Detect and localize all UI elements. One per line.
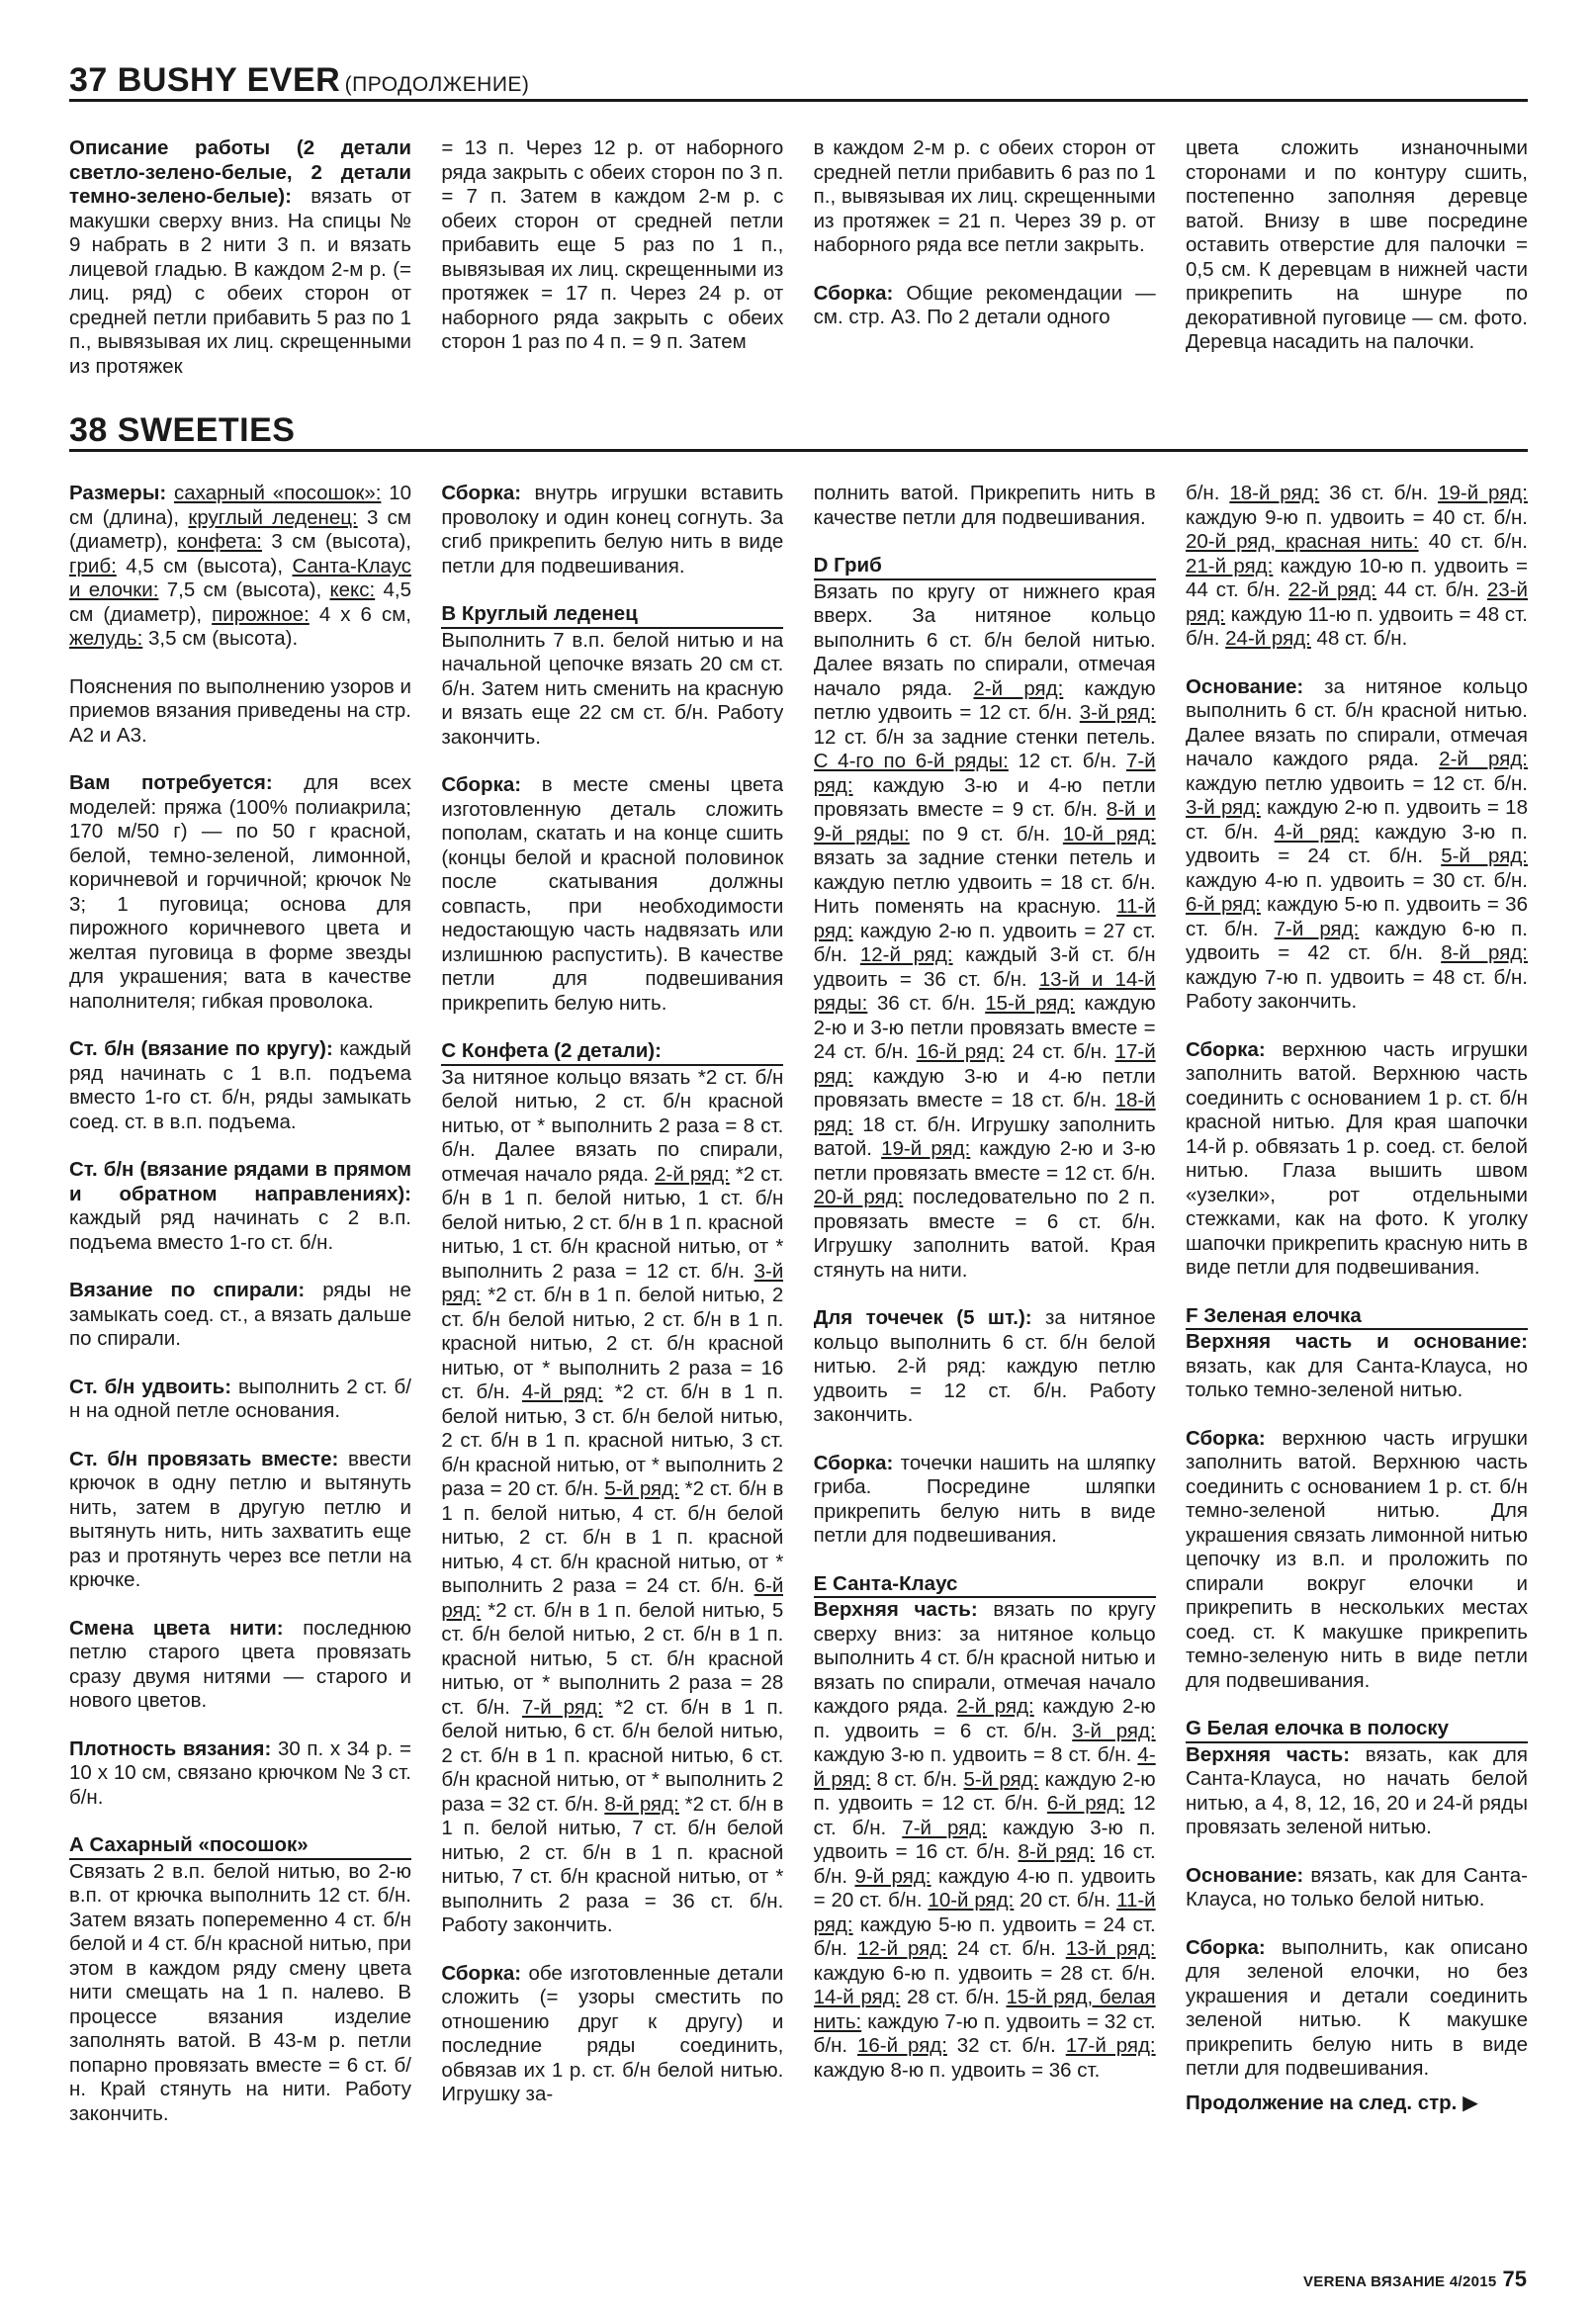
page-number: 75: [1502, 2267, 1527, 2291]
section-37-col-1: [69, 136, 411, 399]
section-38-columns: [69, 482, 1528, 2202]
section-37-col-3: [814, 136, 1156, 399]
subhead-e: E Санта-Клаус: [814, 1572, 1156, 1599]
patterns-note: Пояснения по выполнению узоров и приемов вязания приведены на стр. А2 и А3.: [69, 674, 411, 747]
paragraph: в каждом 2-м р. с обеих сторон от средней петли прибавить 6 раз по 1 п., вывязывая их лиц. скрещенными из протяжек = 21 п. Через 39 р. от наборного ряда все петли закрыть.: [813, 136, 1156, 256]
assembly-paragraph: Сборка: обе изготовленные детали сложить (= узоры сместить по отношению друг к другу) и последние ряды соединить, обвязав их 1 р. ст. б/н белой нитью. Игрушку за-: [441, 1961, 784, 2105]
paragraph: = 13 п. Через 12 р. от наборного ряда закрыть с обеих сторон по 3 п. = 7 п. Затем в каждом 2-м р. с обеих сторон от средней петли прибавить еще 5 раз по 1 п., вывязывая их лиц. скрещенными из протяжек = 17 п. Через 24 р. от наборного ряда закрыть с обеих сторон 1 раз по 4 п. = 9 п. Затем: [441, 136, 784, 353]
page-footer: [1303, 2267, 1527, 2292]
materials-paragraph: Вам потребуется: для всех моделей: пряжа (100% полиакрила; 170 м/50 г) — по 50 г красной, белой, темно-зеленой, лимонной, коричневой и горчичной; крючок № 3; 1 пуговица; основа для пирожного коричневого цвета и желтая пуговица в форме звезды для украшения; вата в качестве наполнителя; гибкая проволока.: [69, 771, 411, 1013]
paragraph: б/н. 18-й ряд: 36 ст. б/н. 19-й ряд: каждую 9-ю п. удвоить = 40 ст. б/н. 20-й ряд, красная нить: 40 ст. б/н. 21-й ряд: каждую 10-ю п. удвоить = 44 ст. б/н. 22-й ряд: 44 ст. б/н. 23-й ряд: каждую 11-ю п. удвоить = 48 ст. б/н. 24-й ряд: 48 ст. б/н.: [1185, 482, 1528, 650]
continued-next-page: Продолжение на след. стр. ▶: [1185, 2091, 1478, 2114]
section-38-col-1: [69, 482, 411, 2202]
section-38-col-3: [814, 482, 1156, 2202]
assembly-paragraph: Сборка: верхнюю часть игрушки заполнить ватой. Верхнюю часть соединить с основанием 1 р. ст. б/н темно-зеленой нитью. Для украшения связать лимонной нитью цепочку из в.п. и проложить по спирали вокруг елочки и прикрепить в нескольких местах соед. ст. К макушке прикрепить темно-зеленую нить в виде петли для подвешивания.: [1185, 1426, 1528, 1692]
section-38-title: 38 SWEETIES: [69, 411, 296, 449]
paragraph: Верхняя часть и основание: вязать, как для Санта-Клауса, но только темно-зеленой нитью.: [1185, 1330, 1528, 1401]
technique-paragraph: Смена цвета нити: последнюю петлю старого цвета провязать сразу двумя нитями — старого и нового цветов.: [69, 1616, 411, 1712]
base-paragraph: Основание: за нитяное кольцо выполнить 6 ст. б/н красной нитью. Далее вязать по спирали, отмечая начало каждого ряда. 2-й ряд: каждую петлю удвоить = 12 ст. б/н. 3-й ряд: каждую 2-ю п. удвоить = 18 ст. б/н. 4-й ряд: каждую 3-ю п. удвоить = 24 ст. б/н. 5-й ряд: каждую 4-ю п. удвоить = 30 ст. б/н. 6-й ряд: каждую 5-ю п. удвоить = 36 ст. б/н. 7-й ряд: каждую 6-ю п. удвоить = 42 ст. б/н. 8-й ряд: каждую 7-ю п. удвоить = 48 ст. б/н. Работу закончить.: [1185, 674, 1528, 1013]
section-37-header: [69, 61, 1528, 102]
technique-paragraph: Ст. б/н провязать вместе: ввести крючок в одну петлю и вытянуть нить, затем в другую петлю и вытянуть нить, нить захватить еще раз и протянуть через все петли на крючке.: [69, 1447, 411, 1591]
dots-paragraph: Для точечек (5 шт.): за нитяное кольцо выполнить 6 ст. б/н белой нитью. 2-й ряд: каждую петлю удвоить = 12 ст. б/н. Работу закончить.: [813, 1306, 1156, 1426]
technique-paragraph: Вязание по спирали: ряды не замыкать соед. ст., а вязать дальше по спирали.: [69, 1279, 411, 1350]
assembly-paragraph: Сборка: точечки нашить на шляпку гриба. Посредине шляпки прикрепить белую нить в виде петли для подвешивания.: [813, 1451, 1156, 1547]
paragraph: полнить ватой. Прикрепить нить в качестве петли для подвешивания.: [813, 482, 1156, 529]
paragraph: Верхняя часть: вязать, как для Санта-Клауса, но начать белой нитью, а 4, 8, 12, 16, 20 и 24-й ряды провязать зеленой нитью.: [1185, 1742, 1528, 1838]
subhead-b: В Круглый леденец: [441, 602, 783, 629]
subhead-g: G Белая елочка в полоску: [1186, 1717, 1528, 1743]
subhead-f: F Зеленая елочка: [1186, 1304, 1528, 1331]
paragraph: Выполнить 7 в.п. белой нитью и на начальной цепочке вязать 20 см ст. б/н. Затем нить сменить на красную и вязать еще 22 см ст. б/н. Работу закончить.: [441, 628, 784, 749]
technique-paragraph: Ст. б/н (вязание по кругу): каждый ряд начинать с 1 в.п. подъема вместо 1-го ст. б/н, ряды замыкать соед. ст. в в.п. подъема.: [69, 1037, 411, 1133]
paragraph: Связать 2 в.п. белой нитью, во 2-ю в.п. от крючка выполнить 12 ст. б/н. Затем вязать попеременно 4 ст. б/н белой и 4 ст. б/н красной нитью, при этом в каждом ряду смену цвета нити смещать на 1 п. налево. В процессе вязания изделие заполнять ватой. В 43-м р. петли попарно провязать вместе = 6 ст. б/н. Край стянуть на нити. Работу закончить.: [69, 1859, 411, 2125]
subhead-a: А Сахарный «посошок»: [69, 1833, 411, 1860]
assembly-paragraph: Сборка: выполнить, как описано для зеленой елочки, но без украшения и детали соединить зеленой нитью. К макушке прикрепить белую нить в виде петли для подвешивания.: [1185, 1935, 1528, 2080]
magazine-issue: VERENA ВЯЗАНИЕ 4/2015: [1302, 2273, 1497, 2290]
section-37-columns: [69, 136, 1528, 399]
section-37-continuation: (ПРОДОЛЖЕНИЕ): [344, 73, 530, 96]
subhead-d: D Гриб: [814, 554, 1156, 580]
assembly-paragraph: Сборка: в месте смены цвета изготовленную деталь сложить пополам, скатать и на конце сшить (концы белой и красной половинок после скатывания должны совпасть, при необходимости недостающую часть надвязать или излишнюю распустить). В качестве петли для подвешивания прикрепить белую нить.: [441, 773, 784, 1015]
work-description: Описание работы (2 детали светло-зелено-белые, 2 детали темно-зелено-белые): вязать от макушки сверху вниз. На спицы № 9 набрать в 2 нити 3 п. и вязать лицевой гладью. В каждом 2-м р. (= лиц. ряд) с обеих сторон от средней петли прибавить 5 раз по 1 п., вывязывая их лиц. скрещенными из протяжек: [69, 136, 411, 378]
subhead-c: С Конфета (2 детали):: [441, 1039, 783, 1066]
paragraph: Верхняя часть: вязать по кругу сверху вниз: за нитяное кольцо выполнить 4 ст. б/н красной нитью и вязать по спирали, отмечая начало каждого ряда. 2-й ряд: каждую 2-ю п. удвоить = 6 ст. б/н. 3-й ряд: каждую 3-ю п. удвоить = 8 ст. б/н. 4-й ряд: 8 ст. б/н. 5-й ряд: каждую 2-ю п. удвоить = 12 ст. б/н. 6-й ряд: 12 ст. б/н. 7-й ряд: каждую 3-ю п. удвоить = 16 ст. б/н. 8-й ряд: 16 ст. б/н. 9-й ряд: каждую 4-ю п. удвоить = 20 ст. б/н. 10-й ряд: 20 ст. б/н. 11-й ряд: каждую 5-ю п. удвоить = 24 ст. б/н. 12-й ряд: 24 ст. б/н. 13-й ряд: каждую 6-ю п. удвоить = 28 ст. б/н. 14-й ряд: 28 ст. б/н. 15-й ряд, белая нить: каждую 7-ю п. удвоить = 32 ст. б/н. 16-й ряд: 32 ст. б/н. 17-й ряд: каждую 8-ю п. удвоить = 36 ст.: [813, 1598, 1156, 2082]
section-38-col-4: [1186, 482, 1528, 2202]
technique-paragraph: Ст. б/н удвоить: выполнить 2 ст. б/н на одной петле основания.: [69, 1375, 411, 1422]
section-38-header: [69, 411, 1528, 452]
section-37-col-2: [441, 136, 783, 399]
paragraph: Основание: вязать, как для Санта-Клауса, но только белой нитью.: [1185, 1863, 1528, 1911]
technique-paragraph: Ст. б/н (вязание рядами в прямом и обратном направлениях): каждый ряд начинать с 2 в.п. подъема вместо 1-го ст. б/н.: [69, 1158, 411, 1254]
paragraph: За нитяное кольцо вязать *2 ст. б/н белой нитью, 2 ст. б/н красной нитью, от * выполнить 2 раза = 8 ст. б/н. Далее вязать по спирали, отмечая начало ряда. 2-й ряд: *2 ст. б/н в 1 п. белой нитью, 1 ст. б/н белой нитью, 2 ст. б/н в 1 п. красной нитью, 1 ст. б/н красной нитью, от * выполнить 2 раза = 12 ст. б/н. 3-й ряд: *2 ст. б/н в 1 п. белой нитью, 2 ст. б/н белой нитью, 2 ст. б/н в 1 п. красной нитью, 2 ст. б/н красной нитью, от * выполнить 2 раза = 16 ст. б/н. 4-й ряд: *2 ст. б/н в 1 п. белой нитью, 3 ст. б/н белой нитью, 2 ст. б/н в 1 п. красной нитью, 3 ст. б/н красной нитью, от * выполнить 2 раза = 20 ст. б/н. 5-й ряд: *2 ст. б/н в 1 п. белой нитью, 4 ст. б/н белой нитью, 2 ст. б/н в 1 п. красной нитью, 4 ст. б/н красной нитью, от * выполнить 2 раза = 24 ст. б/н. 6-й ряд: *2 ст. б/н в 1 п. белой нитью, 5 ст. б/н белой нитью, 2 ст. б/н в 1 п. красной нитью, 5 ст. б/н красной нитью, от * выполнить 2 раза = 28 ст. б/н. 7-й ряд: *2 ст. б/н в 1 п. белой нитью, 6 ст. б/н белой нитью, 2 ст. б/н в 1 п. красной нитью, 6 ст. б/н красной нитью, от * выполнить 2 раза = 32 ст. б/н. 8-й ряд: *2 ст. б/н в 1 п. белой нитью, 7 ст. б/н белой нитью, 2 ст. б/н в 1 п. красной нитью, 7 ст. б/н красной нитью, от * выполнить 2 раза = 36 ст. б/н. Работу закончить.: [441, 1065, 784, 1936]
assembly-paragraph: Сборка: верхнюю часть игрушки заполнить ватой. Верхнюю часть соединить с основанием 1 р. ст. б/н красной нитью. Для края шапочки 14-й р. обвязать 1 р. соед. ст. белой нитью. Глаза вышить швом «узелки», рот отдельными стежками, как на фото. К уголку шапочки прикрепить красную нить в виде петли для подвешивания.: [1185, 1037, 1528, 1279]
section-37-col-4: [1186, 136, 1528, 399]
sizes-paragraph: Размеры: сахарный «посошок»: 10 см (длина), круглый леденец: 3 см (диаметр), конфета: 3 см (высота), гриб: 4,5 см (высота), Санта-Клаус и елочки: 7,5 см (высота), кекс: 4,5 см (диаметр), пирожное: 4 х 6 см, желудь: 3,5 см (высота).: [69, 482, 411, 650]
section-38-col-2: [441, 482, 783, 2202]
section-37-title: 37 BUSHY EVER: [69, 61, 341, 99]
assembly-paragraph: Сборка: внутрь игрушки вставить проволоку и один конец согнуть. За сгиб прикрепить белую нить в виде петли для подвешивания.: [441, 482, 784, 578]
paragraph: цвета сложить изнаночными сторонами и по контуру сшить, постепенно заполняя деревце ватой. Внизу в шве посредине оставить отверстие для палочки = 0,5 см. К деревцам в нижней части прикрепить на шнуре по декоративной пуговице — см. фото. Деревца насадить на палочки.: [1185, 136, 1528, 353]
paragraph: Вязать по кругу от нижнего края вверх. За нитяное кольцо выполнить 6 ст. б/н белой нитью. Далее вязать по спирали, отмечая начало ряда. 2-й ряд: каждую петлю удвоить = 12 ст. б/н. 3-й ряд: 12 ст. б/н за задние стенки петель. С 4-го по 6-й ряды: 12 ст. б/н. 7-й ряд: каждую 3-ю и 4-ю петли провязать вместе = 9 ст. б/н. 8-й и 9-й ряды: по 9 ст. б/н. 10-й ряд: вязать за задние стенки петель и каждую петлю удвоить = 18 ст. б/н. Нить поменять на красную. 11-й ряд: каждую 2-ю п. удвоить = 27 ст. б/н. 12-й ряд: каждый 3-й ст. б/н удвоить = 36 ст. б/н. 13-й и 14-й ряды: 36 ст. б/н. 15-й ряд: каждую 2-ю и 3-ю петли провязать вместе = 24 ст. б/н. 16-й ряд: 24 ст. б/н. 17-й ряд: каждую 3-ю и 4-ю петли провязать вместе = 18 ст. б/н. 18-й ряд: 18 ст. б/н. Игрушку заполнить ватой. 19-й ряд: каждую 2-ю и 3-ю петли провязать вместе = 12 ст. б/н. 20-й ряд: последовательно по 2 п. провязать вместе = 6 ст. б/н. Игрушку заполнить ватой. Края стянуть на нити.: [813, 579, 1156, 1282]
assembly-paragraph: Сборка: Общие рекомендации — см. стр. А3. По 2 детали одного: [813, 281, 1156, 328]
gauge-paragraph: Плотность вязания: 30 п. х 34 р. = 10 х 10 см, связано крючком № 3 ст. б/н.: [69, 1736, 411, 1809]
